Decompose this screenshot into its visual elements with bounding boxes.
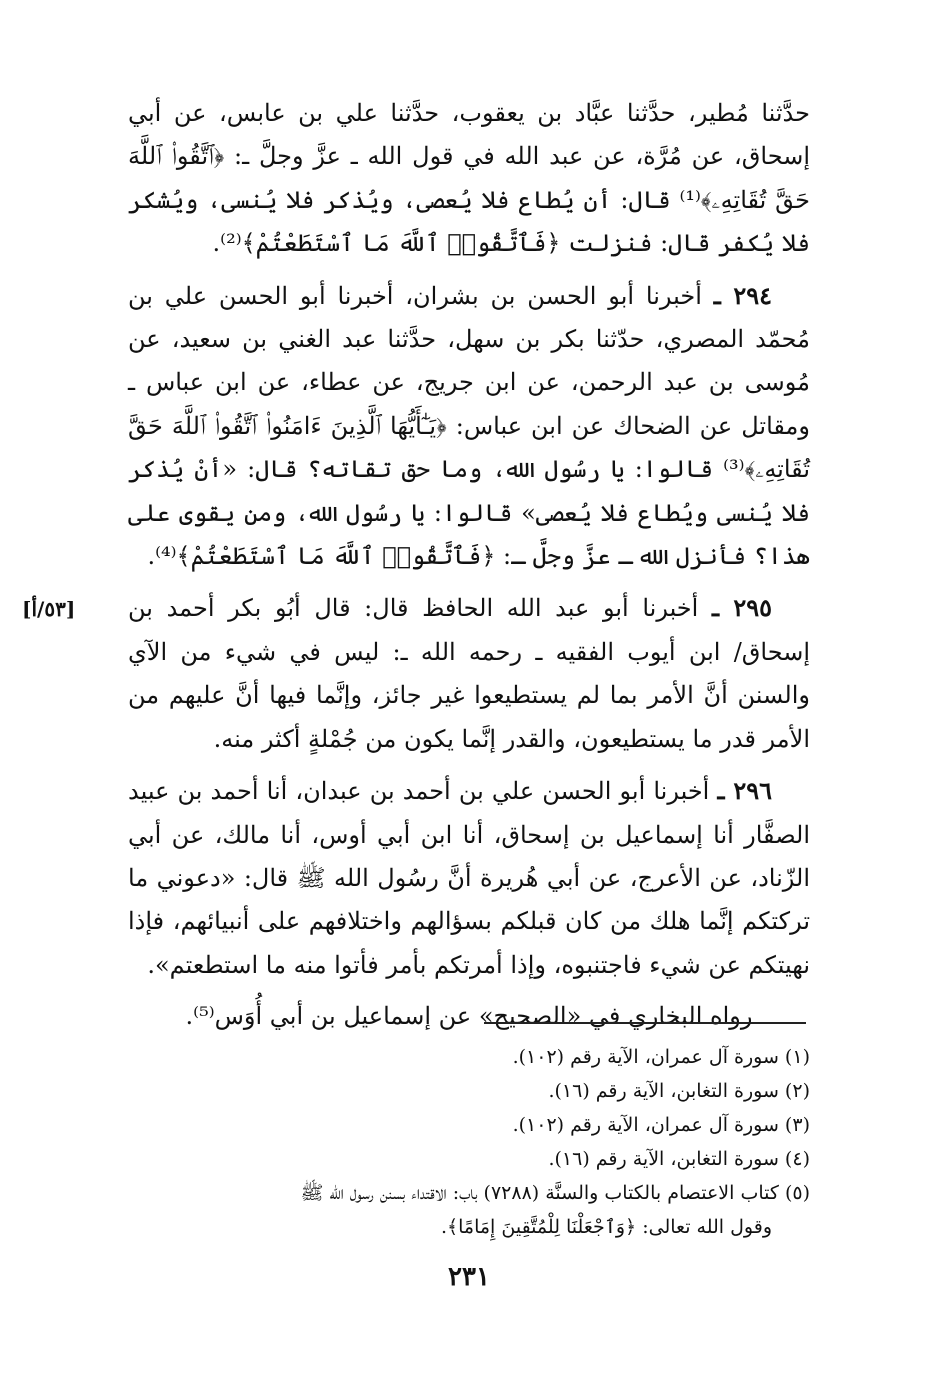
paragraph-text: حدَّثنا مُطير، حدَّثنا عبَّاد بن يعقوب، حدَّثنا علي بن عابس، عن أبي إسحاق، عن مُرَّة، عن عبد الله في قول الله ـ عزَّ وجلَّ ـ: ﴿ٱتَّقُوا۟ ٱللَّهَ حَقَّ تُقَاتِهِۦ﴾⁽¹⁾ قال: أن يُطاع فلا يُعصى، ويُذكر فلا يُنسى، ويُشكر فلا يُكفر قال: فنزلت ﴿فَٱتَّقُوا۟ ٱللَّهَ مَا ٱسْتَطَعْتُمْ﴾⁽²⁾. <box>128 99 811 258</box>
hadith-number: ٢٩٥ ـ <box>711 593 772 623</box>
manuscript-folio-marker: [٥٣/أ] <box>22 597 76 621</box>
paragraph <box>128 92 810 266</box>
footnote-divider <box>484 1022 806 1024</box>
paragraph-text: أخبرنا أبو عبد الله الحافظ قال: قال أبُو بكر أحمد بن إسحاق/ ابن أيوب الفقيه ـ رحمه الله ـ: ليس في شيء من الآي والسنن أنَّ الأمر بما لم يستطيعوا غير جائز، وإنَّما فيها أنَّ عليهم من الأمر قدر ما يستطيعون، والقدر إنَّما يكون من جُمْلةٍ أكثر منه. <box>128 594 810 753</box>
hadith-number: ٢٩٤ ـ <box>713 280 772 310</box>
hadith-294 <box>128 274 810 579</box>
footnote-5: (٥) كتاب الاعتصام بالكتاب والسنَّة (٧٢٨٨) باب: الاقتداء بسنن رسول الله ﷺ <box>300 1182 810 1204</box>
paragraph-text: أخبرنا أبو الحسن علي بن أحمد بن عبدان، أنا أحمد بن عبيد الصفَّار أنا إسماعيل بن إسحاق، أنا ابن أبي أوس، أنا مالك، عن أبي الزّناد، عن الأعرج، عن أبي هُريرة أنَّ رسُول الله ﷺ قال: «دعوني ما تركتكم إنَّما هلك من كان قبلكم بسؤالهم واختلافهم على أنبيائهم، فإذا نهيتكم عن شيء فاجتنبوه، وإذا أمرتكم بأمر فأتوا منه ما استطعتم». <box>128 777 810 979</box>
hadith-295 <box>128 586 810 761</box>
footnotes <box>110 1040 810 1244</box>
hadith-296 <box>128 769 810 987</box>
attribution-line <box>128 995 810 1038</box>
footnote-4: (٤) سورة التغابن، الآية رقم (١٦). <box>548 1148 810 1170</box>
main-text <box>128 92 810 1047</box>
page-number: ٢٣١ <box>448 1262 490 1292</box>
paragraph-text: رواه البخاري في «الصحيح» عن إسماعيل بن أبي أُوَس⁽⁵⁾. <box>185 1002 753 1031</box>
footnote-5-continuation: وقول الله تعالى: ﴿وَٱجْعَلْنَا لِلْمُتَّقِينَ إِمَامًا﴾. <box>440 1216 772 1238</box>
footnote-1: (١) سورة آل عمران، الآية رقم (١٠٢). <box>512 1046 810 1068</box>
footnote-2: (٢) سورة التغابن، الآية رقم (١٦). <box>548 1080 810 1102</box>
footnote-3: (٣) سورة آل عمران، الآية رقم (١٠٢). <box>512 1114 810 1136</box>
paragraph-text: أخبرنا أبو الحسن بن بشران، أخبرنا أبو الحسن علي بن مُحمّد المصري، حدّثنا بكر بن سهل، حدَّثنا عبد الغني بن سعيد، عن مُوسى بن عبد الرحمن، عن ابن جريج، عن عطاء، عن ابن عباس ـ ومقاتل عن الضحاك عن ابن عباس: ﴿يَـٰٓأَيُّهَا ٱلَّذِينَ ءَامَنُوا۟ ٱتَّقُوا۟ ٱللَّهَ حَقَّ تُقَاتِهِۦ﴾⁽³⁾ قالوا: يا رسُول الله، وما حق تقاته؟ قال: «أنْ يُذكر فلا يُنسى ويُطاع فلا يُعصى» قالوا: يا رسُول الله، ومن يقوى على هذا؟ فأنزل الله ـ عزَّ وجلَّ ـ: ﴿فَٱتَّقُوا۟ ٱللَّهَ مَا ٱسْتَطَعْتُمْ﴾⁽⁴⁾. <box>128 281 811 571</box>
hadith-number: ٢٩٦ ـ <box>717 776 772 806</box>
